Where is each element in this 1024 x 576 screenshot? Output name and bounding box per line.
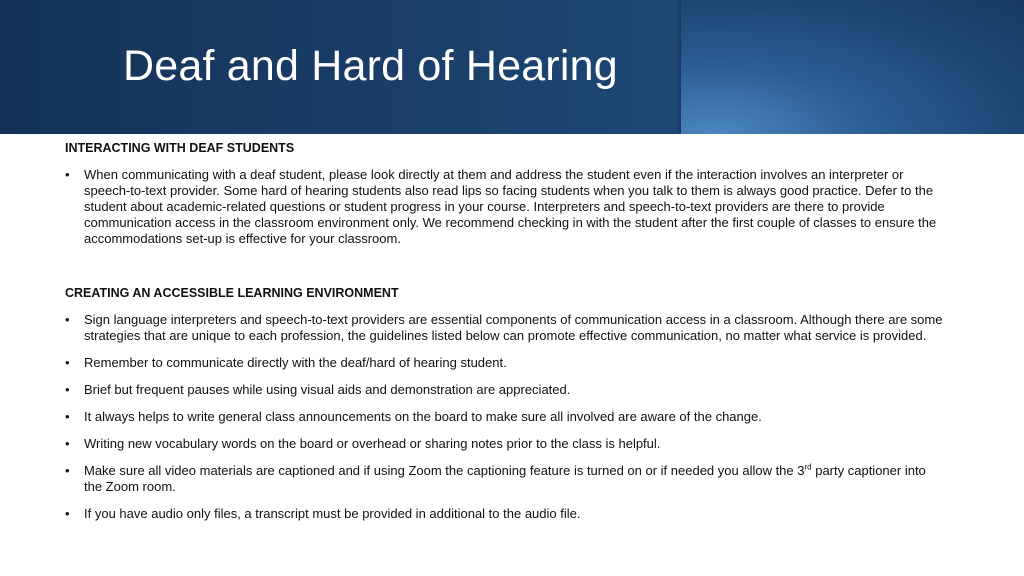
bullet-list-interacting [65, 167, 945, 247]
list-item-text: Sign language interpreters and speech-to-text providers are essential components of communication access in a classroom. Although there are some strategies that are unique to each profession, the guidelines listed below can promote effective communication, no matter what service is provided. [84, 312, 943, 343]
list-item-text: It always helps to write general class announcements on the board to make sure all involved are aware of the change. [84, 409, 762, 424]
list-item [65, 167, 945, 247]
list-item-text: Brief but frequent pauses while using visual aids and demonstration are appreciated. [84, 382, 571, 397]
bullet-list-accessible [65, 312, 945, 522]
bullet-dot: • [65, 167, 70, 182]
slide-body [65, 140, 945, 533]
list-item [65, 463, 945, 495]
bullet-dot: • [65, 312, 70, 327]
section-heading-interacting: INTERACTING WITH DEAF STUDENTS [65, 141, 295, 155]
list-item-text: When communicating with a deaf student, please look directly at them and address the student even if the interaction involves an interpreter or speech-to-text provider. Some hard of hearing students also read lips so facing students when you talk to them is always good practice. Defer to the student about academic-related questions or student progress in your course. Interpreters and speech-to-text providers are there to provide communication access in the classroom environment only. We recommend checking in with the student after the first couple of classes to ensure the accommodations set-up is effective for your classroom. [84, 167, 937, 246]
list-item-text: Remember to communicate directly with the deaf/hard of hearing student. [84, 355, 507, 370]
list-item [65, 409, 945, 425]
list-item-text: Writing new vocabulary words on the board or overhead or sharing notes prior to the class is helpful. [84, 436, 661, 451]
slide-title: Deaf and Hard of Hearing [123, 42, 618, 90]
list-item [65, 355, 945, 371]
zoom-text-after: party captioner into the Zoom room. [84, 463, 926, 494]
section-heading-accessible: CREATING AN ACCESSIBLE LEARNING ENVIRONMENT [65, 286, 399, 300]
bullet-dot: • [65, 355, 70, 370]
list-item [65, 312, 945, 344]
list-item [65, 382, 945, 398]
list-item-text: If you have audio only files, a transcript must be provided in additional to the audio file. [84, 506, 581, 521]
list-item [65, 506, 945, 522]
list-item-text [84, 463, 926, 494]
bullet-dot: • [65, 382, 70, 397]
ordinal-suffix: rd [804, 462, 812, 472]
bullet-dot: • [65, 506, 70, 521]
list-item [65, 436, 945, 452]
bullet-dot: • [65, 436, 70, 451]
zoom-text-before: Make sure all video materials are captioned and if using Zoom the captioning feature is turned on or if needed you allow the 3 [84, 463, 805, 478]
bullet-dot: • [65, 409, 70, 424]
bullet-dot: • [65, 463, 70, 478]
